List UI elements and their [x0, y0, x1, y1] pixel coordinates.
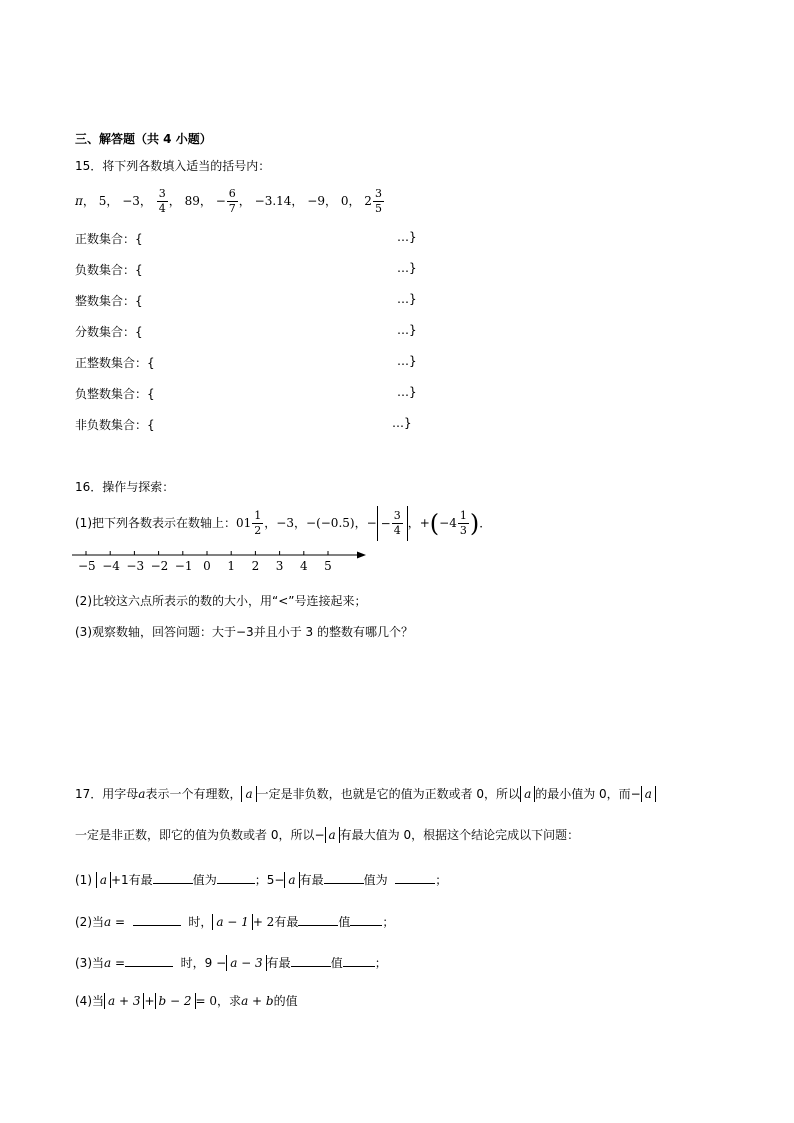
answer-blank[interactable]: [324, 869, 364, 884]
answer-blank[interactable]: [343, 952, 375, 967]
abs-expression: a + 3: [104, 993, 144, 1009]
set-negative-label: 负数集合：{: [75, 263, 143, 277]
q17-sub2: (2)当a = 时， a − 1 + 2有最 值 ；: [75, 911, 394, 930]
answer-blank[interactable]: [291, 952, 331, 967]
abs-a: a: [325, 827, 340, 843]
q17-sub4: (4)当 a + 3 + b − 2 = 0，求a + b的值: [75, 994, 298, 1008]
number: −3: [122, 194, 140, 208]
axis-tick-label: 0: [203, 559, 211, 573]
arrow-head-icon: [357, 552, 366, 559]
absolute-value: − $\frac{3}{4}$: [377, 506, 408, 541]
axis-tick-label: −2: [150, 559, 169, 573]
set-positive-integer-close: …}: [397, 354, 417, 368]
set-fraction-close: …}: [397, 323, 417, 337]
fraction: $\frac{6}{7}$: [228, 187, 236, 215]
set-integer-label: 整数集合：{: [75, 294, 143, 308]
axis-tick-label: 2: [251, 559, 260, 573]
axis-tick-label: 3: [275, 559, 284, 573]
set-positive-label: 正数集合：{: [75, 232, 143, 246]
abs-a: a: [96, 872, 111, 888]
answer-blank[interactable]: [350, 911, 382, 926]
answer-blank[interactable]: [125, 952, 173, 967]
axis-tick-label: −3: [126, 559, 145, 573]
answer-blank[interactable]: [395, 869, 435, 884]
section-title: 三、解答题（共 4 小题）: [75, 132, 212, 146]
q15-number-list: π， 5， −3， $\frac{3}{4}$ ， 89， − $\frac{6}{7}$ ， −3.14， −9， 0， 2 $\frac{3}{5}$: [75, 187, 382, 215]
pi-symbol: π: [75, 194, 83, 208]
abs-a: a: [241, 786, 256, 802]
answer-blank[interactable]: [298, 911, 338, 926]
q16-part1: (1)把下列各数表示在数轴上：01 $\frac{1}{2}$ ，−3，−(−0.5)，− − $\frac{3}{4}$ ，+(−4 $\frac{1}{3}$ )．: [75, 506, 491, 541]
set-positive-integer-label: 正整数集合：{: [75, 356, 155, 370]
answer-blank[interactable]: [217, 869, 255, 884]
number: −3.14: [254, 194, 292, 208]
abs-a: a: [520, 786, 535, 802]
set-negative-close: …}: [397, 261, 417, 275]
q16-part2: (2)比较这六点所表示的数的大小，用“<”号连接起来；: [75, 594, 367, 608]
q17-line2: 一定是非正数，即它的值为负数或者 0，所以− a 有最大值为 0，根据这个结论完成以下问题：: [75, 828, 580, 842]
axis-tick-label: −4: [102, 559, 120, 573]
answer-blank[interactable]: [133, 911, 181, 926]
set-fraction-label: 分数集合：{: [75, 325, 143, 339]
fraction: $\frac{3}{4}$: [158, 187, 166, 215]
axis-tick-label: 1: [227, 559, 235, 573]
fraction: $\frac{1}{2}$: [254, 509, 262, 537]
set-nonnegative-close: …}: [392, 416, 412, 430]
mixed-fraction: $\frac{3}{5}$: [374, 187, 382, 215]
number: 89: [184, 194, 200, 208]
set-negative-integer-label: 负整数集合：{: [75, 387, 155, 401]
set-nonnegative-label: 非负数集合：{: [75, 418, 155, 432]
q17-sub1: (1) a +1有最 值为 ；5− a 有最 值为 ；: [75, 869, 447, 888]
q17-sub3: (3)当a = 时，9 − a − 3 有最 值 ；: [75, 952, 387, 971]
abs-a: a: [641, 786, 656, 802]
abs-a: a: [284, 872, 299, 888]
abs-expression: a − 1: [212, 914, 252, 930]
number: 5: [98, 194, 107, 208]
abs-expression: b − 2: [155, 993, 196, 1009]
q16-stem: 16．操作与探索：: [75, 480, 175, 494]
number: 0: [340, 194, 349, 208]
set-negative-integer-close: …}: [397, 385, 417, 399]
q17-line1: 17．用字母a表示一个有理数， a 一定是非负数，也就是它的值为正数或者 0，所以 a 的最小值为 0，而− a: [75, 786, 656, 802]
q15-stem: 15．将下列各数填入适当的括号内：: [75, 159, 271, 173]
set-positive-close: …}: [397, 230, 417, 244]
q16-part3: (3)观察数轴，回答问题：大于−3并且小于 3 的整数有哪几个？: [75, 625, 413, 639]
answer-blank[interactable]: [153, 869, 193, 884]
axis-tick-label: −5: [78, 559, 96, 573]
fraction: $\frac{1}{3}$: [459, 509, 467, 537]
axis-tick-label: 5: [324, 559, 332, 573]
axis-tick-label: 4: [299, 559, 308, 573]
number: −9: [307, 194, 325, 208]
axis-tick-label: −1: [174, 559, 193, 573]
set-integer-close: …}: [397, 292, 417, 306]
abs-expression: a − 3: [226, 955, 266, 971]
